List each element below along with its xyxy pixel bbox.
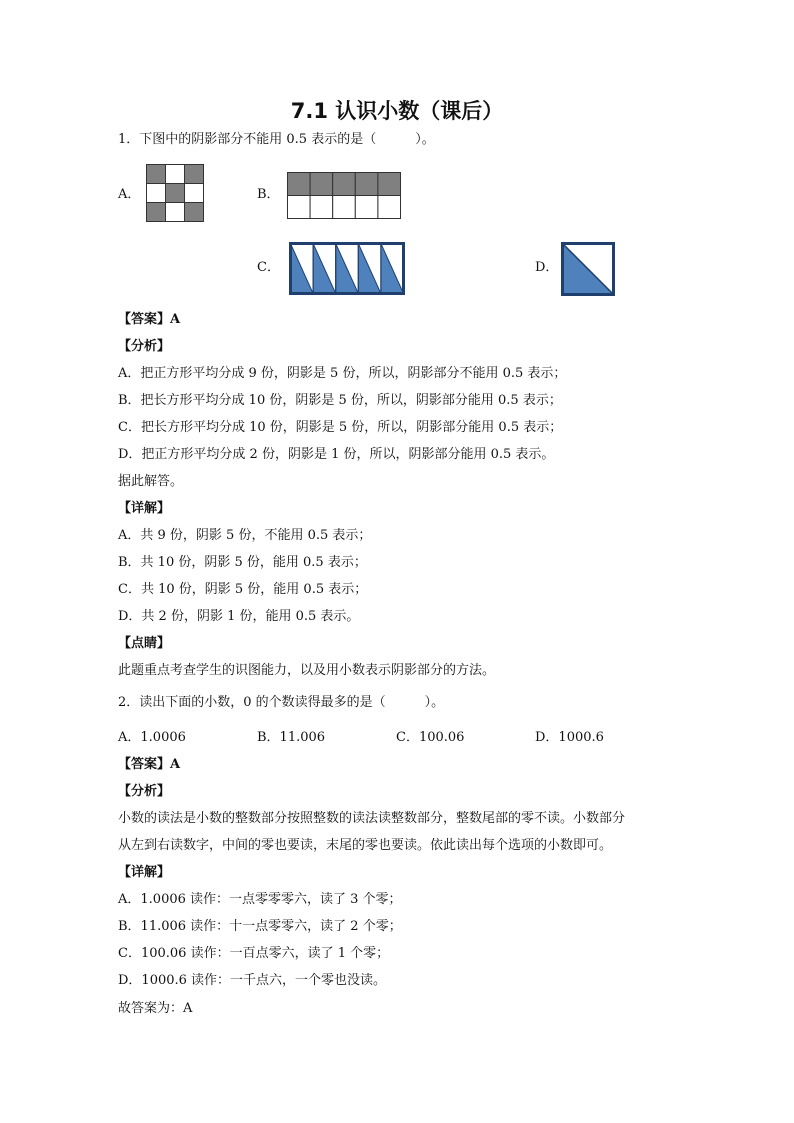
- figure-a-cell: [166, 184, 185, 203]
- q2-detail-line: A．1.0006 读作：一点零零零六，读了 3 个零；: [118, 892, 402, 907]
- figure-b-cell: [378, 173, 401, 196]
- q2-analysis-heading: 【分析】: [118, 784, 171, 799]
- q1-analysis-line: 据此解答。: [118, 474, 184, 489]
- figure-c-triangles: [289, 242, 406, 296]
- q1-tip: 此题重点考查学生的识图能力，以及用小数表示阴影部分的方法。: [118, 663, 496, 678]
- q1-analysis-line: B．把长方形平均分成 10 份，阴影是 5 份，所以，阴影部分能用 0.5 表示；: [118, 393, 562, 408]
- q1-detail-line: C．共 10 份，阴影 5 份，能用 0.5 表示；: [118, 582, 368, 597]
- q1-option-a-label: A．: [118, 187, 141, 202]
- figure-b-cell: [355, 196, 378, 219]
- figure-b-cell: [333, 173, 356, 196]
- q1-answer: 【答案】A: [118, 312, 181, 327]
- q1-option-b-label: B．: [257, 187, 280, 202]
- page-title: 7.1 认识小数（课后）: [290, 99, 504, 123]
- figure-b-cell: [333, 196, 356, 219]
- q1-analysis-heading: 【分析】: [118, 339, 171, 354]
- figure-b-cell: [310, 196, 333, 219]
- figure-a-cell: [185, 184, 204, 203]
- q1-detail-line: D．共 2 份，阴影 1 份，能用 0.5 表示。: [118, 609, 360, 624]
- figure-b-cell: [310, 173, 333, 196]
- q1-detail-line: A．共 9 份，阴影 5 份，不能用 0.5 表示；: [118, 528, 372, 543]
- q2-option-d: D．1000.6: [535, 730, 604, 745]
- figure-a-checkerboard: [146, 164, 204, 222]
- q1-option-d-label: D．: [535, 260, 559, 275]
- q2-option-b: B．11.006: [257, 730, 326, 745]
- q1-analysis-line: D．把正方形平均分成 2 份，阴影是 1 份，所以，阴影部分能用 0.5 表示。: [118, 447, 555, 462]
- figure-d-square-diagonal: [561, 242, 615, 296]
- figure-a-cell: [185, 203, 204, 222]
- q1-analysis-line: A．把正方形平均分成 9 份，阴影是 5 份，所以，阴影部分不能用 0.5 表示；: [118, 366, 567, 381]
- figure-b-cell: [288, 173, 311, 196]
- q2-analysis-line: 小数的读法是小数的整数部分按照整数的读法读整数部分，整数尾部的零不读。小数部分: [118, 811, 626, 826]
- q2-option-a: A．1.0006: [118, 730, 186, 745]
- figure-b-cell: [378, 196, 401, 219]
- q2-option-c: C．100.06: [396, 730, 465, 745]
- q1-tip-heading: 【点睛】: [118, 636, 171, 651]
- q1-option-c-label: C．: [257, 260, 280, 275]
- figure-a-cell: [147, 184, 166, 203]
- figure-a-cell: [147, 203, 166, 222]
- q1-detail-line: B．共 10 份，阴影 5 份，能用 0.5 表示；: [118, 555, 367, 570]
- q2-answer: 【答案】A: [118, 757, 181, 772]
- q2-detail-line: B．11.006 读作：十一点零零六，读了 2 个零；: [118, 919, 402, 934]
- q2-detail-line: D．1000.6 读作：一千点六，一个零也没读。: [118, 973, 387, 988]
- figure-b-rectangle-grid: [287, 172, 402, 220]
- q2-stem: 2．读出下面的小数，0 的个数读得最多的是（ ）。: [118, 695, 445, 710]
- q1-stem: 1．下图中的阴影部分不能用 0.5 表示的是（ ）。: [118, 132, 435, 147]
- figure-a-cell: [185, 165, 204, 184]
- figure-a-cell: [147, 165, 166, 184]
- q2-conclusion: 故答案为：A: [118, 1001, 193, 1016]
- figure-b-cell: [288, 196, 311, 219]
- q1-detail-heading: 【详解】: [118, 501, 171, 516]
- figure-a-cell: [166, 165, 185, 184]
- figure-b-cell: [355, 173, 378, 196]
- q2-detail-heading: 【详解】: [118, 865, 171, 880]
- q2-analysis-line: 从左到右读数字，中间的零也要读，末尾的零也要读。依此读出每个选项的小数即可。: [118, 838, 613, 853]
- figure-a-cell: [166, 203, 185, 222]
- q2-detail-line: C．100.06 读作：一百点零六，读了 1 个零；: [118, 946, 390, 961]
- q1-analysis-line: C．把长方形平均分成 10 份，阴影是 5 份，所以，阴影部分能用 0.5 表示；: [118, 420, 563, 435]
